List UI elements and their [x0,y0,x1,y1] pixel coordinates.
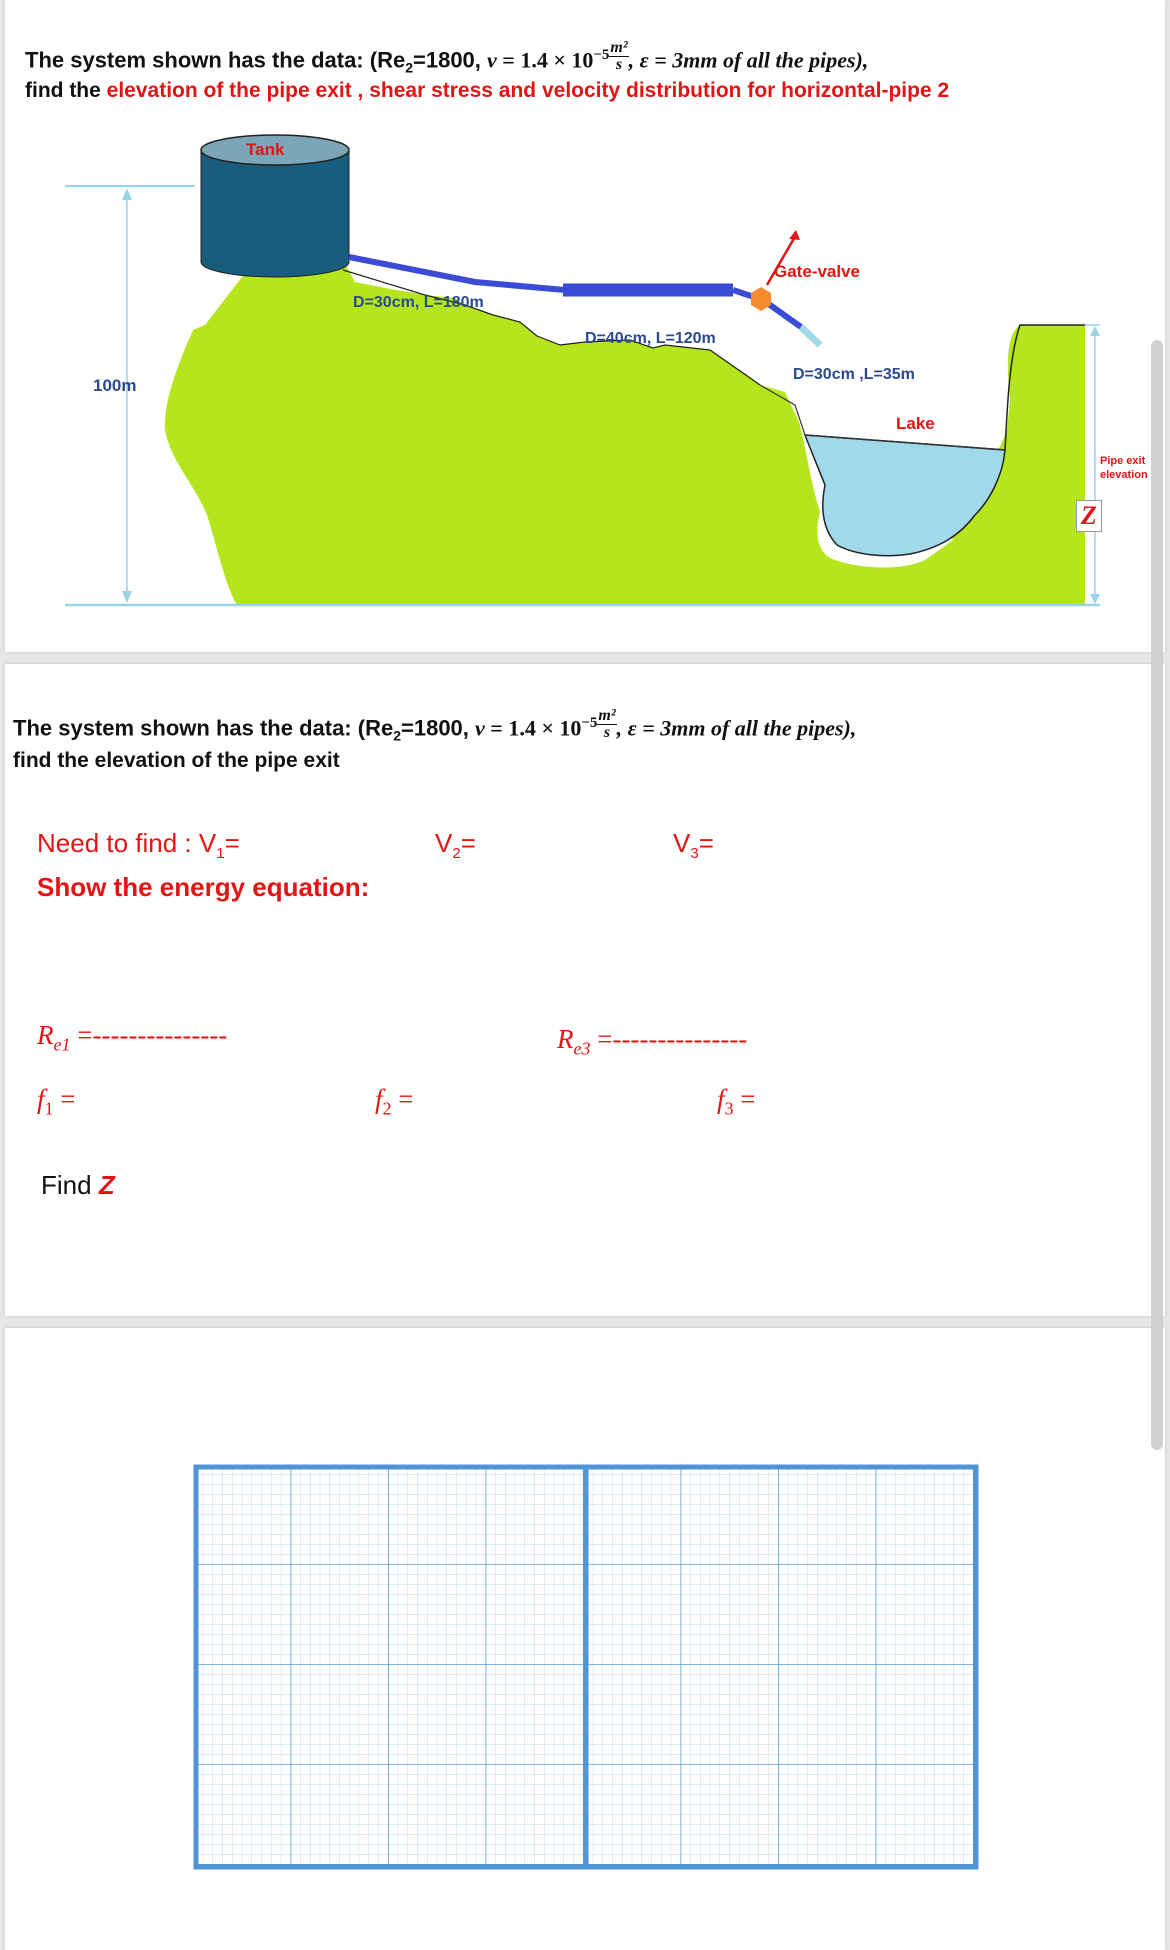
gate-valve-label: Gate-valve [774,262,860,281]
need-to-find-v2: $V_2=$ [435,828,476,863]
question-line-2: find the elevation of the pipe exit [13,749,340,772]
lake-label: Lake [896,414,935,433]
re1-line: $R_{e1}$ =--------------- [37,1020,228,1055]
slide-3 [5,1328,1165,1950]
f3-line: $f_3$ = [717,1084,756,1119]
energy-equation-prompt: Show the energy equation: [37,872,370,902]
pipe-1 [349,257,565,290]
slide-1 [5,0,1165,652]
scrollbar[interactable] [1151,340,1163,1450]
f1-line: $f_1$ = [37,1084,76,1119]
ground-terrain [165,260,1085,605]
find-z: Find Z [41,1170,115,1200]
height-label: 100m [93,376,137,395]
question-line-1: The system shown has the data: ($Re_2=1800$, $\nu = 1.4 \times 10^{-5}$ $\frac{\text{m²}}{s}$ , ε = 3mm of all the pipes), [25,39,869,76]
pipe-exit-elevation-label: Pipe exit elevation [1100,455,1148,481]
system-diagram [5,130,1165,630]
tank-label: Tank [246,140,285,159]
pipe-1-label: D=30cm, L=180m [353,294,484,311]
question-line-2: find the elevation of the pipe exit , shear stress and velocity distribution for horizontal-pipe 2 [25,79,950,102]
pipe-2-label: D=40cm, L=120m [585,330,716,347]
re3-line: $R_{e3}$ =--------------- [557,1024,748,1059]
question-line-1: The system shown has the data: ($Re_2=1800$, $\nu = 1.4 \times 10^{-5}$ $\frac{\text{m²}}{s}$ , ε = 3mm of all the pipes), [13,707,857,744]
gate-valve [751,287,771,311]
slide-2 [5,664,1165,1316]
graph-paper-grid [193,1464,985,1870]
need-to-find-v1: Need to find : $V_1=$ [37,828,240,863]
pipe-3-label: D=30cm ,L=35m [793,366,915,383]
need-to-find-v3: $V_3=$ [673,828,714,863]
z-label: Z [1076,500,1102,532]
f2-line: $f_2$ = [375,1084,414,1119]
